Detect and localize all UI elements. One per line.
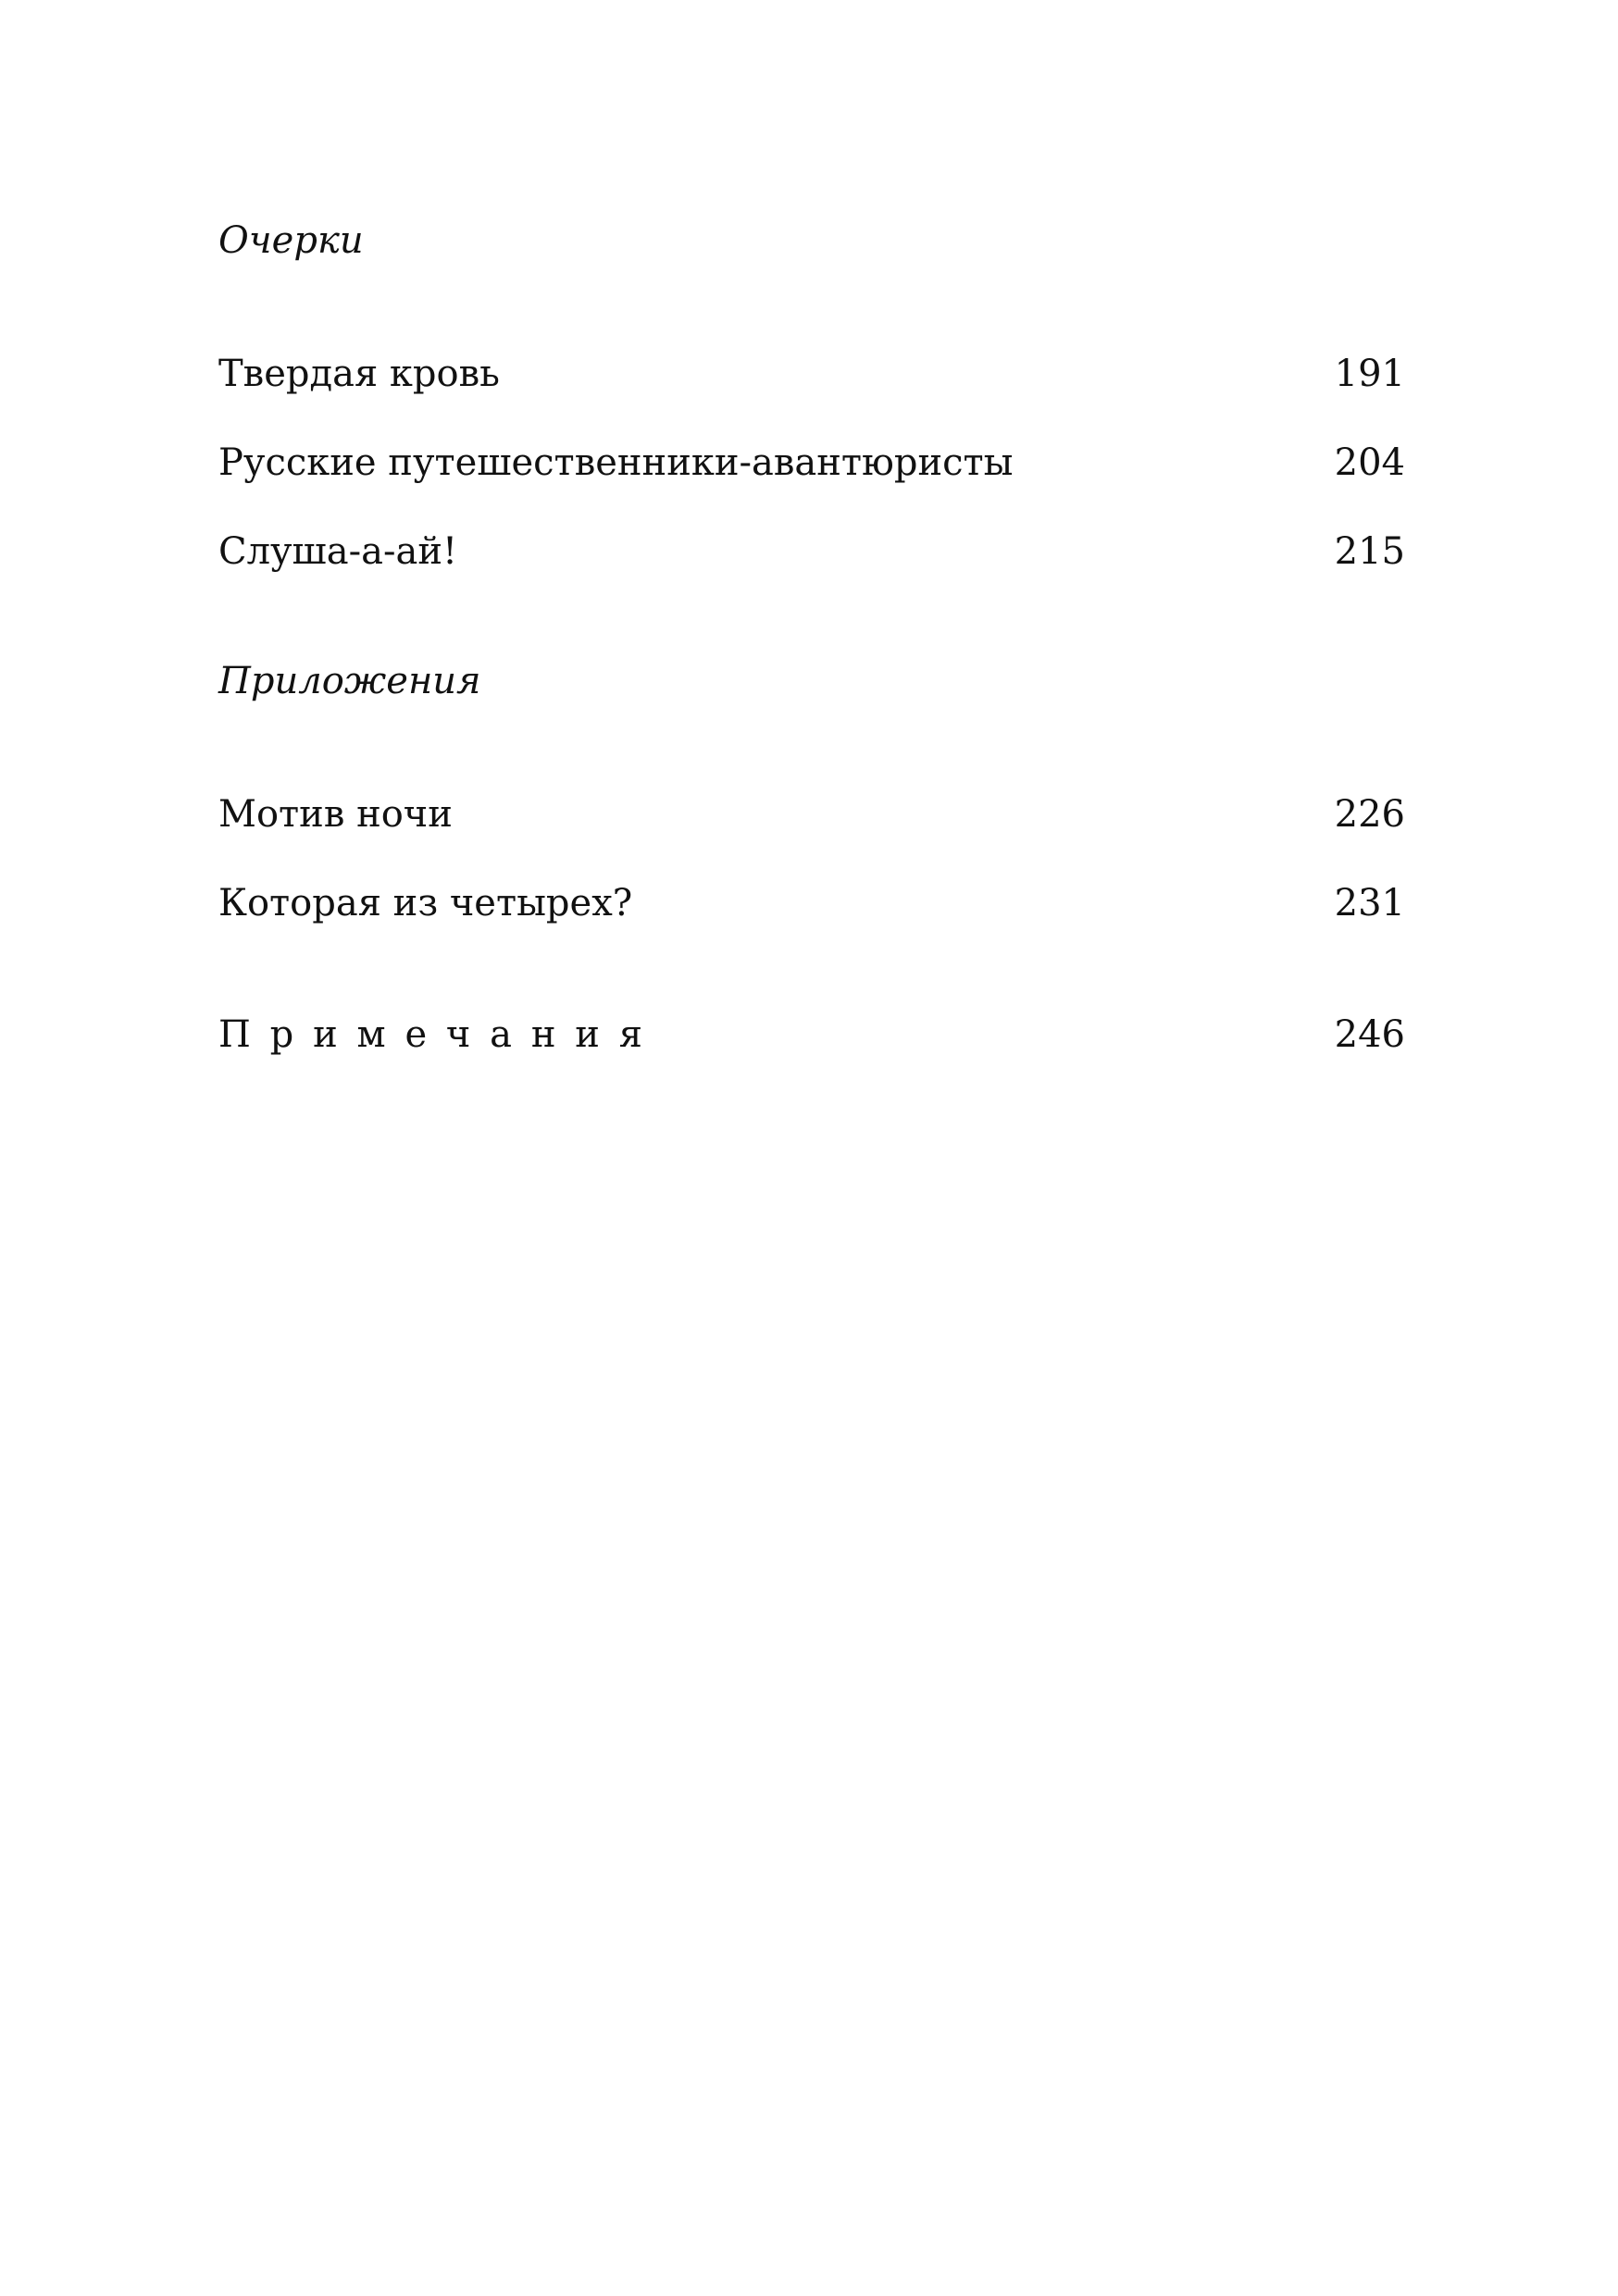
toc-entry	[218, 350, 1405, 398]
toc-entry-title: Твердая кровь	[218, 353, 500, 395]
toc-entry	[218, 790, 1405, 838]
section-heading-appendices: Приложения	[218, 660, 481, 702]
toc-entry-title: Слуша-а-ай!	[218, 530, 458, 573]
toc-entry-page: 191	[1334, 353, 1405, 395]
toc-entry-page: 231	[1334, 882, 1405, 925]
toc-entry-page: 226	[1334, 793, 1405, 836]
toc-entry-page: 204	[1334, 441, 1405, 484]
toc-entry-title: Которая из четырех?	[218, 882, 633, 925]
toc-entry-title: Русские путешественники-авантюристы	[218, 441, 1014, 484]
toc-entry	[218, 527, 1405, 576]
toc-entry-notes	[218, 1011, 1405, 1059]
toc-entry	[218, 439, 1405, 487]
section-heading-essays: Очерки	[218, 219, 364, 262]
notes-title: Примечания	[218, 1013, 662, 1056]
toc-entry-page: 215	[1334, 530, 1405, 573]
notes-page: 246	[1334, 1013, 1405, 1056]
toc-entry	[218, 879, 1405, 927]
toc-entry-title: Мотив ночи	[218, 793, 453, 836]
